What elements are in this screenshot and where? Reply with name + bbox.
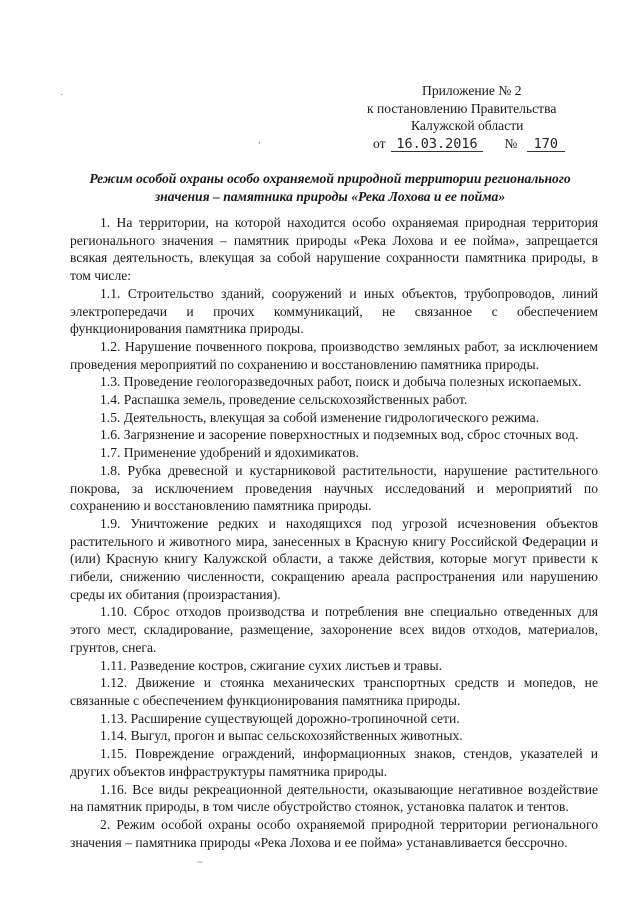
document-date: 16.03.2016 [391,137,483,152]
document-body [70,214,598,851]
document-header [360,82,580,152]
paragraph: 1.13. Расширение существующей дорожно-тропиночной сети. [100,710,460,726]
paragraph: 1.11. Разведение костров, сжигание сухих листьев и травы. [100,657,443,673]
paragraph: 1.1. Строительство зданий, сооружений и иных объектов, трубопроводов, линий электропередачи и прочих коммуникаций, не связанное с обеспечением функционирования памятника природы. [70,285,598,337]
paragraph: 1.9. Уничтожение редких и находящихся под угрозой исчезновения объектов растительного и животного мира, занесенных в Красную книгу Российской Федерации и (или) Красную книгу Калужской области, а также действия, которые могут привести к гибели, снижению численности, сокращению ареала распространения или нарушению среды их обитания (произрастания). [70,515,598,602]
paragraph: 1.2. Нарушение почвенного покрова, производство земляных работ, за исключением проведения мероприятий по сохранению и восстановлению памятника природы. [70,338,598,372]
appendix-reference: к постановлению Правительства [367,100,557,116]
paragraph: 1.14. Выгул, прогон и выпас сельскохозяйственных животных. [100,728,463,744]
number-prefix: № [504,135,518,151]
paragraph: 1.10. Сброс отходов производства и потребления вне специально отведенных для этого мест, складирование, размещение, захоронение всех видов отходов, материалов, грунтов, снега. [70,604,598,655]
document-title: Режим особой охраны особо охраняемой природной территории регионального значения – памятника природы «Река Лохова и ее пойма» [89,171,571,204]
appendix-date-line [360,135,580,153]
document-number: 170 [527,137,565,152]
date-prefix: от [373,135,386,151]
scan-speck: , [258,136,261,146]
scan-speck: . [60,88,63,98]
paragraph: 1.5. Деятельность, влекущая за собой изменение гидрологического режима. [100,409,540,425]
paragraph: 2. Режим особой охраны особо охраняемой природной территории регионального значения – памятника природы «Река Лохова и ее пойма» устанавливается бессрочно. [70,816,598,850]
paragraph: 1.8. Рубка древесной и кустарниковой растительности, нарушение растительного покрова, за исключением проведения научных исследований и мероприятий по сохранению и восстановлению памятника природы. [70,462,598,514]
appendix-region: Калужской области [411,118,524,133]
paragraph: 1.4. Распашка земель, проведение сельскохозяйственных работ. [100,392,468,408]
paragraph: 1.7. Применение удобрений и ядохимикатов. [100,445,359,461]
paragraph: 1.3. Проведение геологоразведочных работ, поиск и добыча полезных ископаемых. [100,374,582,390]
paragraph: 1.15. Повреждение ограждений, информационных знаков, стендов, указателей и других объектов инфраструктуры памятника природы. [70,746,598,779]
scan-speck: ~ [196,858,204,868]
paragraph: 1.12. Движение и стоянка механических транспортных средств и мопедов, не связанные с обеспечением функционирования памятника природы. [70,675,598,708]
paragraph: 1. На территории, на которой находится особо охраняемая природная территория регионального значения – памятник природы «Река Лохова и ее пойма», запрещается всякая деятельность, влекущая за собой нарушение сохранности памятника природы, в том числе: [70,215,598,284]
paragraph: 1.16. Все виды рекреационной деятельности, оказывающие негативное воздействие на памятник природы, в том числе обустройство стоянок, установка палаток и тентов. [70,781,598,815]
appendix-number: Приложение № 2 [422,83,522,98]
paragraph: 1.6. Загрязнение и засорение поверхностных и подземных вод, сброс сточных вод. [100,427,579,443]
